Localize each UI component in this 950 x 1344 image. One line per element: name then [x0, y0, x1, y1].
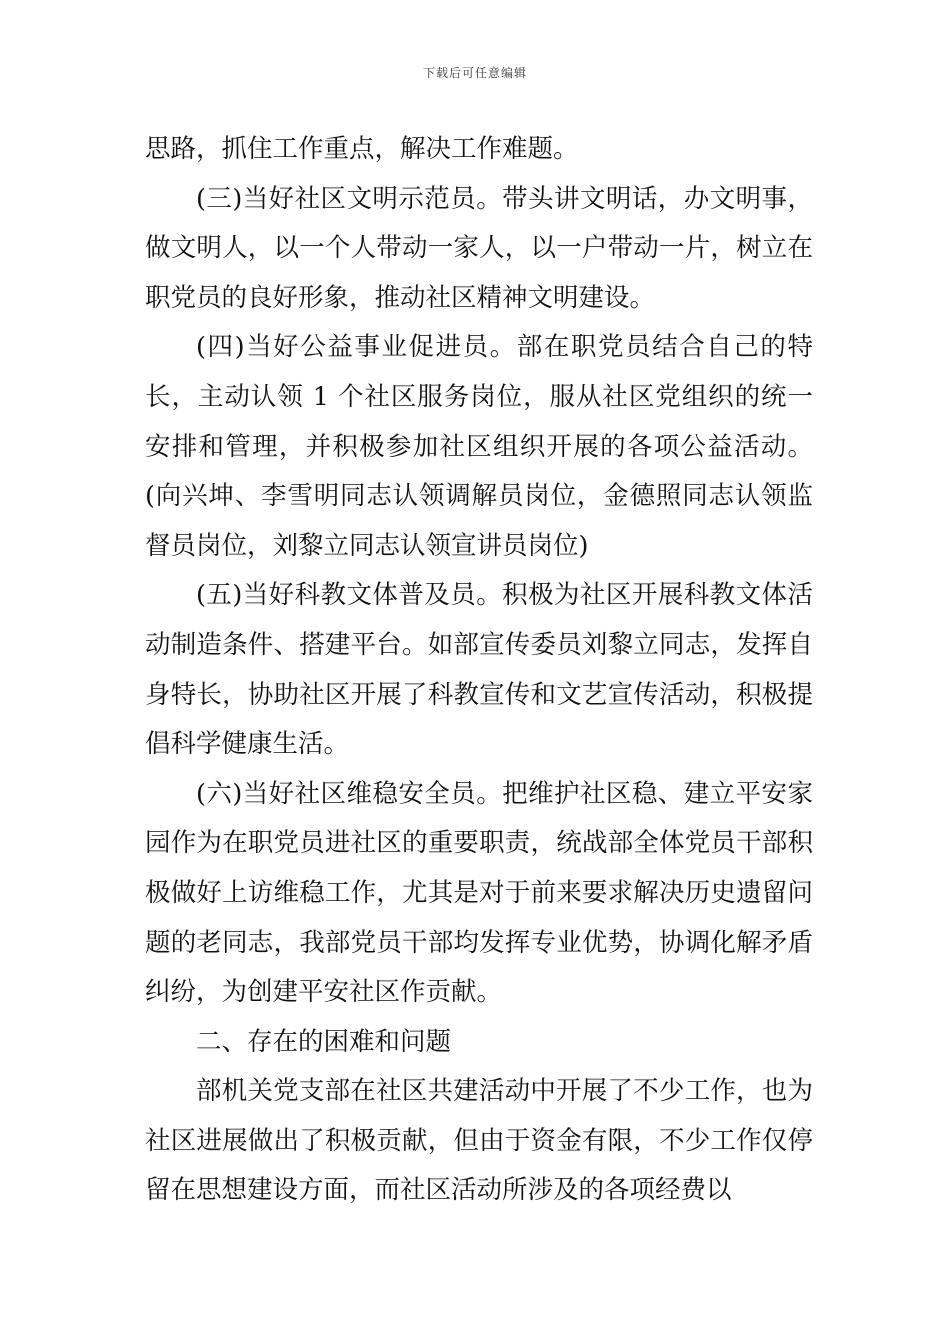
paragraph-item-5: (五)当好科教文体普及员。积极为社区开展科教文体活动制造条件、搭建平台。如部宣传委员刘黎立同志，发挥自身特长，协助社区开展了科教宣传和文艺宣传活动，积极提倡科学健康生活。: [145, 580, 813, 760]
paragraph-item-6: (六)当好社区维稳安全员。把维护社区稳、建立平安家园作为在职党员进社区的重要职责，统战部全体党员干部积极做好上访维稳工作，尤其是对于前来要求解决历史遗留问题的老同志，我部党员干部均发挥专业优势，协调化解矛盾纠纷，为创建平安社区作贡献。: [145, 778, 813, 1008]
paragraph-item-3: (三)当好社区文明示范员。带头讲文明话，办文明事，做文明人，以一个人带动一家人，以一户带动一片，树立在职党员的良好形象，推动社区精神文明建设。: [145, 183, 813, 313]
section-heading: 二、存在的困难和问题: [196, 1026, 452, 1057]
paragraph-problems: 部机关党支部在社区共建活动中开展了不少工作，也为社区进展做出了积极贡献，但由于资金有限，不少工作仅停留在思想建设方面，而社区活动所涉及的各项经费以: [145, 1076, 813, 1206]
paragraph-item-4: (四)当好公益事业促进员。部在职党员结合自己的特长，主动认领 1 个社区服务岗位，服从社区党组织的统一安排和管理，并积极参加社区组织开展的各项公益活动。(向兴坤、李雪明同志认领调解员岗位，金德照同志认领监督员岗位，刘黎立同志认领宣讲员岗位): [145, 332, 813, 561]
paragraph-continuation: 思路，抓住工作重点，解决工作难题。: [145, 134, 579, 164]
page-header: 下载后可任意编辑: [422, 66, 527, 80]
document-body: [145, 125, 813, 1216]
